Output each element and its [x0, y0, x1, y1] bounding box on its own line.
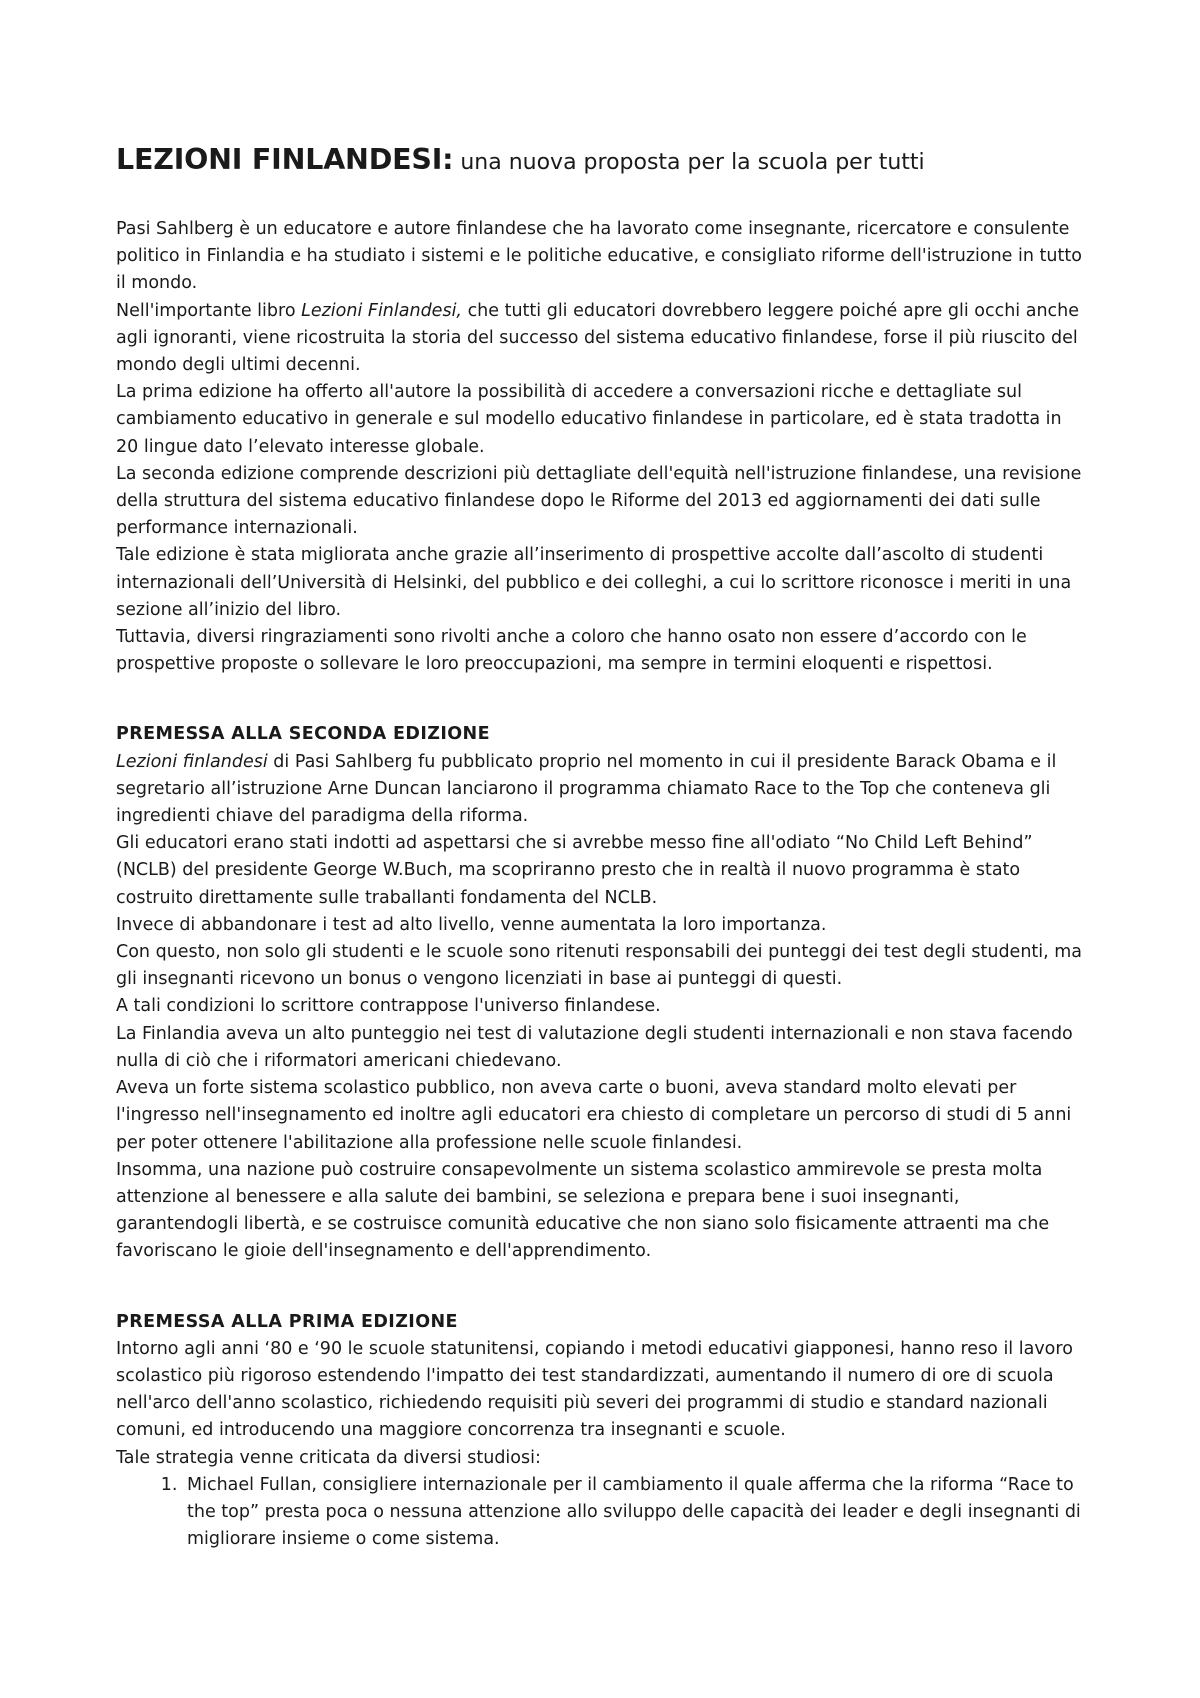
second-edition-paragraph-6: La Finlandia aveva un alto punteggio nei test di valutazione degli studenti internazionali e non stava facendo nulla di ciò che i riformatori americani chiedevano.: [116, 1023, 1073, 1071]
intro-paragraph-3: La prima edizione ha offerto all'autore la possibilità di accedere a conversazioni ricche e dettagliate sul cambiamento educativo in generale e sul modello educativo finlandese in particolare, ed è stata tradotta in 20 lingue dato l’elevato interesse globale.: [116, 382, 1062, 457]
second-edition-paragraph-2: Gli educatori erano stati indotti ad aspettarsi che si avrebbe messo fine all'odiato “No Child Left Behind” (NCLB) del presidente George W.Buch, ma scopriranno presto che in realtà il nuovo programma è stato costruito direttamente sulle traballanti fondamenta del NCLB.: [116, 833, 1033, 908]
document-title: [116, 138, 1086, 186]
second-p1-text-after: di Pasi Sahlberg fu pubblicato proprio nel momento in cui il presidente Barack Obama e il segretario all’istruzione Arne Duncan lanciarono il programma chiamato Race to the Top che conteneva gli ingredienti chiave del paradigma della riforma.: [116, 751, 1057, 827]
list-item: 1. Michael Fullan, consigliere internazionale per il cambiamento il quale afferma che la riforma “Race to the top” presta poca o nessuna attenzione allo sviluppo delle capacità dei leader e degli insegnanti di migliorare insieme o come sistema.: [183, 1472, 1086, 1554]
second-edition-paragraph-4: Con questo, non solo gli studenti e le scuole sono ritenuti responsabili dei punteggi dei test degli studenti, ma gli insegnanti ricevono un bonus o vengono licenziati in base ai punteggi di questi.: [116, 942, 1083, 990]
second-edition-heading: PREMESSA ALLA SECONDA EDIZIONE: [116, 724, 490, 745]
critics-list: [116, 1472, 1086, 1554]
second-edition-paragraph-7: Aveva un forte sistema scolastico pubblico, non aveva carte o buoni, aveva standard molto elevati per l'ingresso nell'insegnamento ed inoltre agli educatori era chiesto di completare un percorso di studi di 5 anni per poter ottenere l'abilitazione alla professione nelle scuole finlandesi.: [116, 1078, 1072, 1153]
second-edition-paragraph-3: Invece di abbandonare i test ad alto livello, venne aumentata la loro importanza.: [116, 914, 827, 935]
intro-section: [116, 216, 1086, 678]
second-edition-section: [116, 721, 1086, 1265]
document-page: [116, 138, 1086, 1553]
intro-paragraph-2: [116, 298, 1086, 380]
first-edition-paragraph-1: Intorno agli anni ‘80 e ‘90 le scuole statunitensi, copiando i metodi educativi giapponesi, hanno reso il lavoro scolastico più rigoroso estendendo l'impatto dei test standardizzati, aumentando il numero di ore di scuola nell'arco dell'anno scolastico, richiedendo requisiti più severi dei programmi di studio e standard nazionali comuni, ed introducendo una maggiore concorrenza tra insegnanti e scuole.: [116, 1338, 1073, 1441]
title-main: LEZIONI FINLANDESI:: [116, 143, 454, 176]
first-edition-section: [116, 1309, 1086, 1554]
intro-p2-text-after: che tutti gli educatori dovrebbero leggere poiché apre gli occhi anche agli ignoranti, viene ricostruita la storia del successo del sistema educativo finlandese, forse il più riuscito del mondo degli ultimi decenni.: [116, 300, 1080, 376]
first-edition-paragraph-2: Tale strategia venne criticata da diversi studiosi:: [116, 1447, 541, 1468]
second-edition-paragraph-1: [116, 749, 1086, 831]
second-edition-paragraph-5: A tali condizioni lo scrittore contrappose l'universo finlandese.: [116, 996, 661, 1017]
intro-paragraph-5: Tale edizione è stata migliorata anche grazie all’inserimento di prospettive accolte dall’ascolto di studenti internazionali dell’Università di Helsinki, del pubblico e dei colleghi, a cui lo scrittore riconosce i meriti in una sezione all’inizio del libro.: [116, 545, 1072, 620]
intro-paragraph-4: La seconda edizione comprende descrizioni più dettagliate dell'equità nell'istruzione finlandese, una revisione della struttura del sistema educativo finlandese dopo le Riforme del 2013 ed aggiornamenti dei dati sulle performance internazionali.: [116, 463, 1082, 539]
first-edition-heading: PREMESSA ALLA PRIMA EDIZIONE: [116, 1311, 458, 1332]
title-subtitle: una nuova proposta per la scuola per tutti: [453, 150, 925, 175]
intro-p2-text-before: Nell'importante libro: [116, 300, 302, 321]
book-title-italic: Lezioni Finlandesi,: [301, 300, 462, 321]
book-title-italic: Lezioni finlandesi: [116, 751, 268, 772]
intro-paragraph-1: Pasi Sahlberg è un educatore e autore finlandese che ha lavorato come insegnante, ricercatore e consulente politico in Finlandia e ha studiato i sistemi e le politiche educative, e consigliato riforme dell'istruzione in tutto il mondo.: [116, 219, 1082, 294]
second-edition-paragraph-8: Insomma, una nazione può costruire consapevolmente un sistema scolastico ammirevole se presta molta attenzione al benessere e alla salute dei bambini, se seleziona e prepara bene i suoi insegnanti, garantendogli libertà, e se costruisce comunità educative che non siano solo fisicamente attraenti ma che favoriscano le gioie dell'insegnamento e dell'apprendimento.: [116, 1159, 1050, 1262]
intro-paragraph-6: Tuttavia, diversi ringraziamenti sono rivolti anche a coloro che hanno osato non essere d’accordo con le prospettive proposte o sollevare le loro preoccupazioni, ma sempre in termini eloquenti e rispettosi.: [116, 627, 1027, 675]
